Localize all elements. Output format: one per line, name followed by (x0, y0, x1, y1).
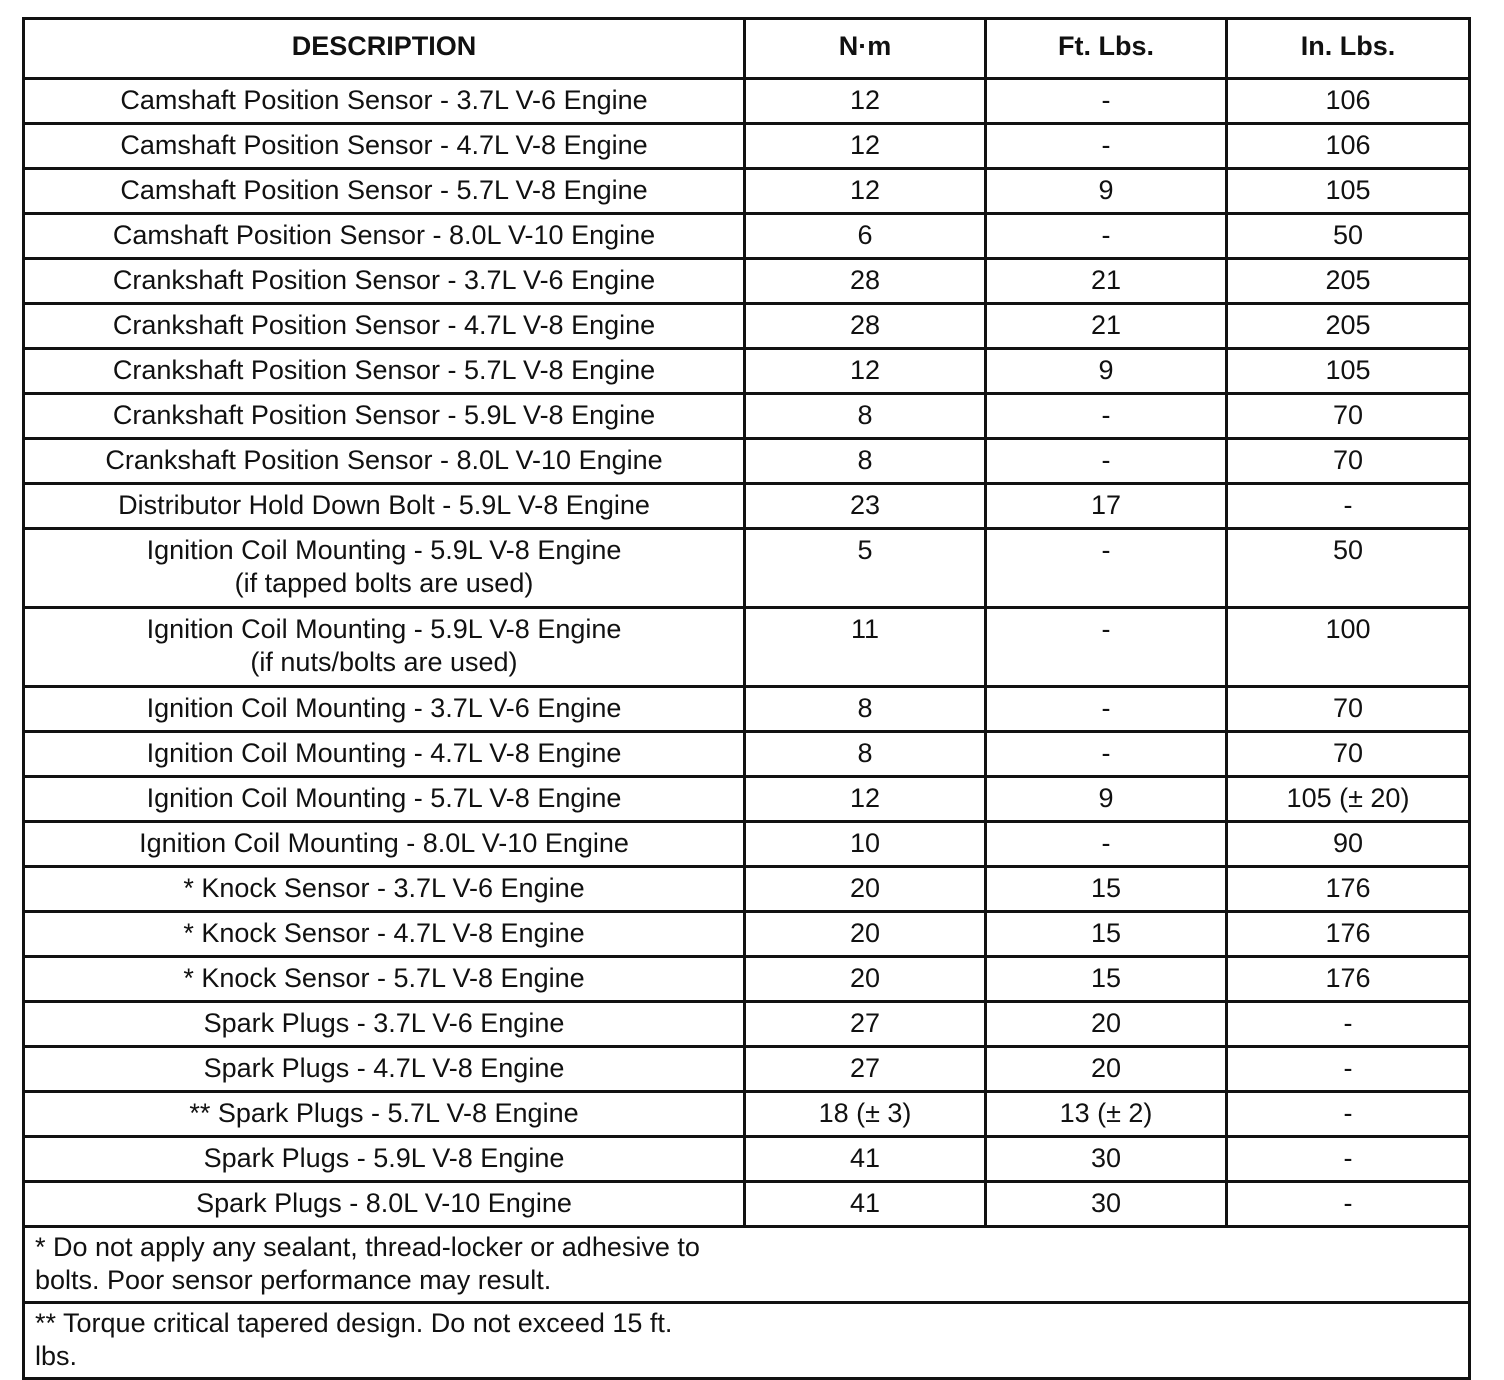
inch-pounds-cell: - (1227, 1047, 1470, 1092)
newton-meters-cell: 8 (745, 394, 986, 439)
newton-meters-cell: 27 (745, 1047, 986, 1092)
table-row (24, 169, 1470, 214)
description-cell: Camshaft Position Sensor - 4.7L V-8 Engine (24, 124, 745, 169)
foot-pounds-cell: - (986, 79, 1227, 124)
foot-pounds-cell: 30 (986, 1137, 1227, 1182)
table-row (24, 394, 1470, 439)
table-row (24, 214, 1470, 259)
description-cell: * Knock Sensor - 4.7L V-8 Engine (24, 912, 745, 957)
header-foot-pounds: Ft. Lbs. (986, 19, 1227, 79)
newton-meters-cell: 5 (745, 529, 986, 608)
description-cell: Camshaft Position Sensor - 5.7L V-8 Engine (24, 169, 745, 214)
description-cell: * Knock Sensor - 5.7L V-8 Engine (24, 957, 745, 1002)
newton-meters-cell: 12 (745, 169, 986, 214)
inch-pounds-cell: - (1227, 484, 1470, 529)
table-row (24, 732, 1470, 777)
description-cell: Crankshaft Position Sensor - 8.0L V-10 Engine (24, 439, 745, 484)
foot-pounds-cell: 17 (986, 484, 1227, 529)
foot-pounds-cell: - (986, 124, 1227, 169)
inch-pounds-cell: 205 (1227, 259, 1470, 304)
footnote-cell (24, 1303, 1470, 1379)
newton-meters-cell: 6 (745, 214, 986, 259)
table-row (24, 957, 1470, 1002)
inch-pounds-cell: 106 (1227, 79, 1470, 124)
inch-pounds-cell: 105 (± 20) (1227, 777, 1470, 822)
table-row (24, 529, 1470, 608)
inch-pounds-cell: - (1227, 1092, 1470, 1137)
header-newton-meters: N·m (745, 19, 986, 79)
description-cell: Ignition Coil Mounting - 5.9L V-8 Engine (if tapped bolts are used) (24, 529, 745, 608)
inch-pounds-cell: 100 (1227, 608, 1470, 687)
foot-pounds-cell: 15 (986, 957, 1227, 1002)
table-row (24, 912, 1470, 957)
inch-pounds-cell: 70 (1227, 394, 1470, 439)
description-cell: Ignition Coil Mounting - 4.7L V-8 Engine (24, 732, 745, 777)
table-row (24, 608, 1470, 687)
description-cell: Spark Plugs - 3.7L V-6 Engine (24, 1002, 745, 1047)
header-inch-pounds: In. Lbs. (1227, 19, 1470, 79)
table-row (24, 777, 1470, 822)
foot-pounds-cell: 21 (986, 304, 1227, 349)
inch-pounds-cell: 90 (1227, 822, 1470, 867)
newton-meters-cell: 12 (745, 349, 986, 394)
foot-pounds-cell: - (986, 687, 1227, 732)
table-row (24, 1092, 1470, 1137)
foot-pounds-cell: - (986, 439, 1227, 484)
newton-meters-cell: 20 (745, 957, 986, 1002)
newton-meters-cell: 12 (745, 777, 986, 822)
description-cell: Camshaft Position Sensor - 8.0L V-10 Engine (24, 214, 745, 259)
inch-pounds-cell: - (1227, 1002, 1470, 1047)
table-row (24, 822, 1470, 867)
foot-pounds-cell: 13 (± 2) (986, 1092, 1227, 1137)
table-row (24, 124, 1470, 169)
description-cell: Ignition Coil Mounting - 3.7L V-6 Engine (24, 687, 745, 732)
newton-meters-cell: 41 (745, 1182, 986, 1227)
newton-meters-cell: 12 (745, 124, 986, 169)
newton-meters-cell: 8 (745, 439, 986, 484)
inch-pounds-cell: - (1227, 1137, 1470, 1182)
foot-pounds-cell: 20 (986, 1002, 1227, 1047)
foot-pounds-cell: 20 (986, 1047, 1227, 1092)
table-row (24, 349, 1470, 394)
inch-pounds-cell: 70 (1227, 439, 1470, 484)
newton-meters-cell: 10 (745, 822, 986, 867)
torque-specifications-table (22, 17, 1471, 1380)
foot-pounds-cell: 9 (986, 169, 1227, 214)
footnote-row (24, 1303, 1470, 1379)
table-row (24, 484, 1470, 529)
footnote-text: ** Torque critical tapered design. Do not exceed 15 ft. lbs. (35, 1308, 673, 1371)
newton-meters-cell: 23 (745, 484, 986, 529)
description-cell: Ignition Coil Mounting - 8.0L V-10 Engine (24, 822, 745, 867)
description-cell: Crankshaft Position Sensor - 3.7L V-6 Engine (24, 259, 745, 304)
description-cell: Crankshaft Position Sensor - 5.9L V-8 Engine (24, 394, 745, 439)
foot-pounds-cell: - (986, 214, 1227, 259)
newton-meters-cell: 20 (745, 912, 986, 957)
inch-pounds-cell: 70 (1227, 687, 1470, 732)
header-row (24, 19, 1470, 79)
description-cell: Camshaft Position Sensor - 3.7L V-6 Engine (24, 79, 745, 124)
footnote-text: * Do not apply any sealant, thread-locker or adhesive to bolts. Poor sensor performance may result. (35, 1232, 700, 1295)
inch-pounds-cell: 105 (1227, 349, 1470, 394)
description-cell: Crankshaft Position Sensor - 4.7L V-8 Engine (24, 304, 745, 349)
description-cell: Distributor Hold Down Bolt - 5.9L V-8 Engine (24, 484, 745, 529)
inch-pounds-cell: 106 (1227, 124, 1470, 169)
foot-pounds-cell: 15 (986, 912, 1227, 957)
table-row (24, 1047, 1470, 1092)
foot-pounds-cell: 21 (986, 259, 1227, 304)
table-row (24, 1137, 1470, 1182)
inch-pounds-cell: 176 (1227, 867, 1470, 912)
table-row (24, 79, 1470, 124)
newton-meters-cell: 27 (745, 1002, 986, 1047)
foot-pounds-cell: 9 (986, 349, 1227, 394)
description-cell: ** Spark Plugs - 5.7L V-8 Engine (24, 1092, 745, 1137)
table-row (24, 867, 1470, 912)
newton-meters-cell: 28 (745, 304, 986, 349)
newton-meters-cell: 28 (745, 259, 986, 304)
description-cell: Spark Plugs - 5.9L V-8 Engine (24, 1137, 745, 1182)
description-cell: * Knock Sensor - 3.7L V-6 Engine (24, 867, 745, 912)
inch-pounds-cell: 176 (1227, 957, 1470, 1002)
inch-pounds-cell: 50 (1227, 529, 1470, 608)
foot-pounds-cell: - (986, 394, 1227, 439)
table-row (24, 1002, 1470, 1047)
description-cell: Crankshaft Position Sensor - 5.7L V-8 Engine (24, 349, 745, 394)
inch-pounds-cell: 70 (1227, 732, 1470, 777)
foot-pounds-cell: - (986, 608, 1227, 687)
description-cell: Spark Plugs - 4.7L V-8 Engine (24, 1047, 745, 1092)
inch-pounds-cell: 105 (1227, 169, 1470, 214)
foot-pounds-cell: 9 (986, 777, 1227, 822)
foot-pounds-cell: - (986, 732, 1227, 777)
newton-meters-cell: 11 (745, 608, 986, 687)
newton-meters-cell: 12 (745, 79, 986, 124)
footnote-cell (24, 1227, 1470, 1303)
newton-meters-cell: 8 (745, 687, 986, 732)
header-description: DESCRIPTION (24, 19, 745, 79)
foot-pounds-cell: - (986, 529, 1227, 608)
inch-pounds-cell: 50 (1227, 214, 1470, 259)
description-cell: Ignition Coil Mounting - 5.7L V-8 Engine (24, 777, 745, 822)
foot-pounds-cell: 30 (986, 1182, 1227, 1227)
newton-meters-cell: 18 (± 3) (745, 1092, 986, 1137)
table-row (24, 687, 1470, 732)
footnote-row (24, 1227, 1470, 1303)
inch-pounds-cell: 176 (1227, 912, 1470, 957)
newton-meters-cell: 8 (745, 732, 986, 777)
description-cell: Spark Plugs - 8.0L V-10 Engine (24, 1182, 745, 1227)
newton-meters-cell: 41 (745, 1137, 986, 1182)
inch-pounds-cell: 205 (1227, 304, 1470, 349)
newton-meters-cell: 20 (745, 867, 986, 912)
table-row (24, 439, 1470, 484)
table-row (24, 1182, 1470, 1227)
inch-pounds-cell: - (1227, 1182, 1470, 1227)
table-row (24, 259, 1470, 304)
foot-pounds-cell: 15 (986, 867, 1227, 912)
foot-pounds-cell: - (986, 822, 1227, 867)
description-cell: Ignition Coil Mounting - 5.9L V-8 Engine (if nuts/bolts are used) (24, 608, 745, 687)
table-row (24, 304, 1470, 349)
